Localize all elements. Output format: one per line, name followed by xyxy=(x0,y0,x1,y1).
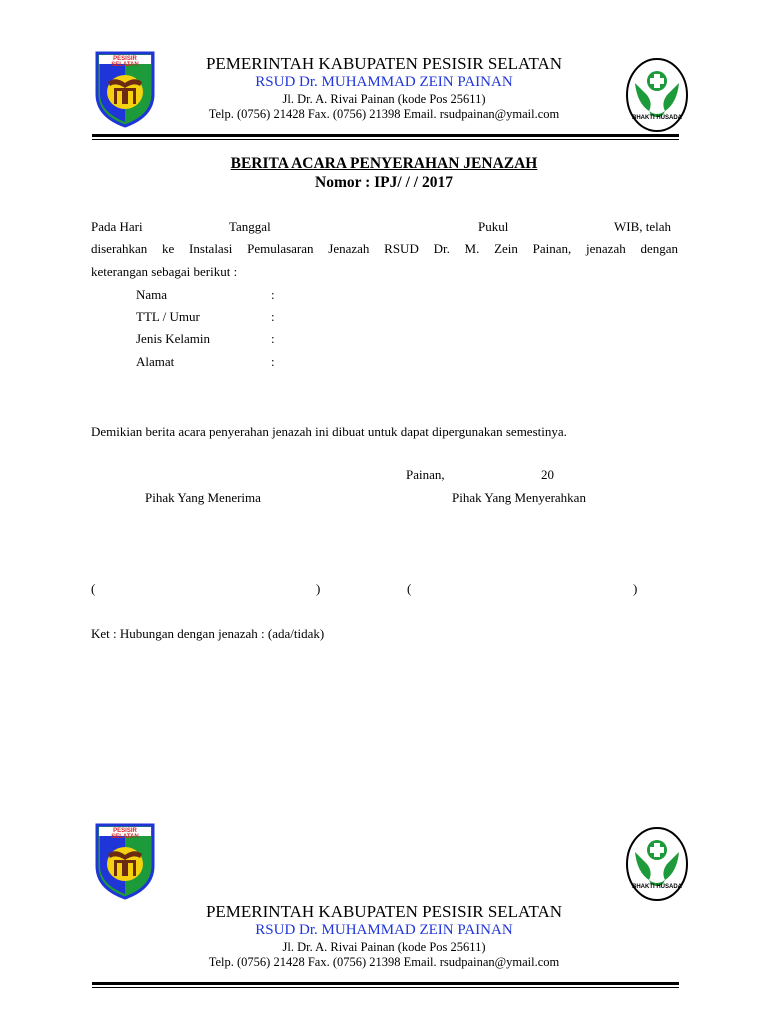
footer-contact: Telp. (0756) 21428 Fax. (0756) 21398 Email. rsudpainan@ymail.com xyxy=(208,955,560,969)
field-label-ttl: TTL / Umur xyxy=(136,309,200,324)
intro-line-2: diserahkan ke Instalasi Pemulasaran Jenazah RSUD Dr. M. Zein Painan, jenazah dengan xyxy=(91,241,678,256)
field-sep-ttl: : xyxy=(271,309,275,324)
receiver-paren-close: ) xyxy=(316,581,321,596)
right-logo-caption: BHAKTI HUSADA xyxy=(632,115,682,121)
receiver-paren-open: ( xyxy=(91,581,96,596)
field-label-nama: Nama xyxy=(136,287,168,302)
receiver-label: Pihak Yang Menerima xyxy=(145,490,261,505)
header-divider-thick xyxy=(92,134,679,137)
footer-hospital: RSUD Dr. MUHAMMAD ZEIN PAINAN xyxy=(255,922,513,938)
intro-pukul: Pukul xyxy=(478,219,509,234)
intro-pada-hari: Pada Hari xyxy=(91,219,143,234)
closing-statement: Demikian berita acara penyerahan jenazah ini dibuat untuk dapat dipergunakan semestinya. xyxy=(91,424,567,439)
footer-address: Jl. Dr. A. Rivai Painan (kode Pos 25611) xyxy=(282,940,486,954)
field-sep-nama: : xyxy=(271,287,275,302)
signature-place: Painan, xyxy=(406,467,445,482)
giver-label: Pihak Yang Menyerahkan xyxy=(452,490,586,505)
footer-left-logo-caption: PESISIR SELATAN xyxy=(111,828,139,840)
footer-right-logo-caption: BHAKTI HUSADA xyxy=(632,884,682,890)
footer-divider-thin xyxy=(92,987,679,988)
header-government: PEMERINTAH KABUPATEN PESISIR SELATAN xyxy=(205,54,563,73)
bhakti-husada-emblem-icon xyxy=(625,826,689,902)
document-number: Nomor : IPJ/ / / 2017 xyxy=(315,174,453,191)
footer-right-logo xyxy=(625,826,689,902)
footer-divider-thick xyxy=(92,982,679,985)
intro-tanggal: Tanggal xyxy=(229,219,271,234)
field-label-alamat: Alamat xyxy=(136,354,175,369)
header-hospital: RSUD Dr. MUHAMMAD ZEIN PAINAN xyxy=(255,74,513,90)
giver-paren-open: ( xyxy=(407,581,412,596)
field-sep-jenis-kelamin: : xyxy=(271,331,275,346)
footer-government: PEMERINTAH KABUPATEN PESISIR SELATAN xyxy=(205,902,563,921)
relationship-note: Ket : Hubungan dengan jenazah : (ada/tidak) xyxy=(91,626,325,641)
header-divider-thin xyxy=(92,139,679,140)
field-sep-alamat: : xyxy=(271,354,275,369)
header-address: Jl. Dr. A. Rivai Painan (kode Pos 25611) xyxy=(282,92,486,106)
intro-wib: WIB, telah xyxy=(614,219,672,234)
intro-line-3: keterangan sebagai berikut : xyxy=(91,264,238,279)
header-contact: Telp. (0756) 21428 Fax. (0756) 21398 Email. rsudpainan@ymail.com xyxy=(208,107,560,121)
footer-left-logo xyxy=(94,822,156,900)
signature-year: 20 xyxy=(541,467,554,482)
giver-paren-close: ) xyxy=(633,581,638,596)
field-label-jenis-kelamin: Jenis Kelamin xyxy=(136,331,211,346)
document-title: BERITA ACARA PENYERAHAN JENAZAH xyxy=(230,155,538,172)
left-logo-caption: PESISIR SELATAN xyxy=(111,56,139,68)
